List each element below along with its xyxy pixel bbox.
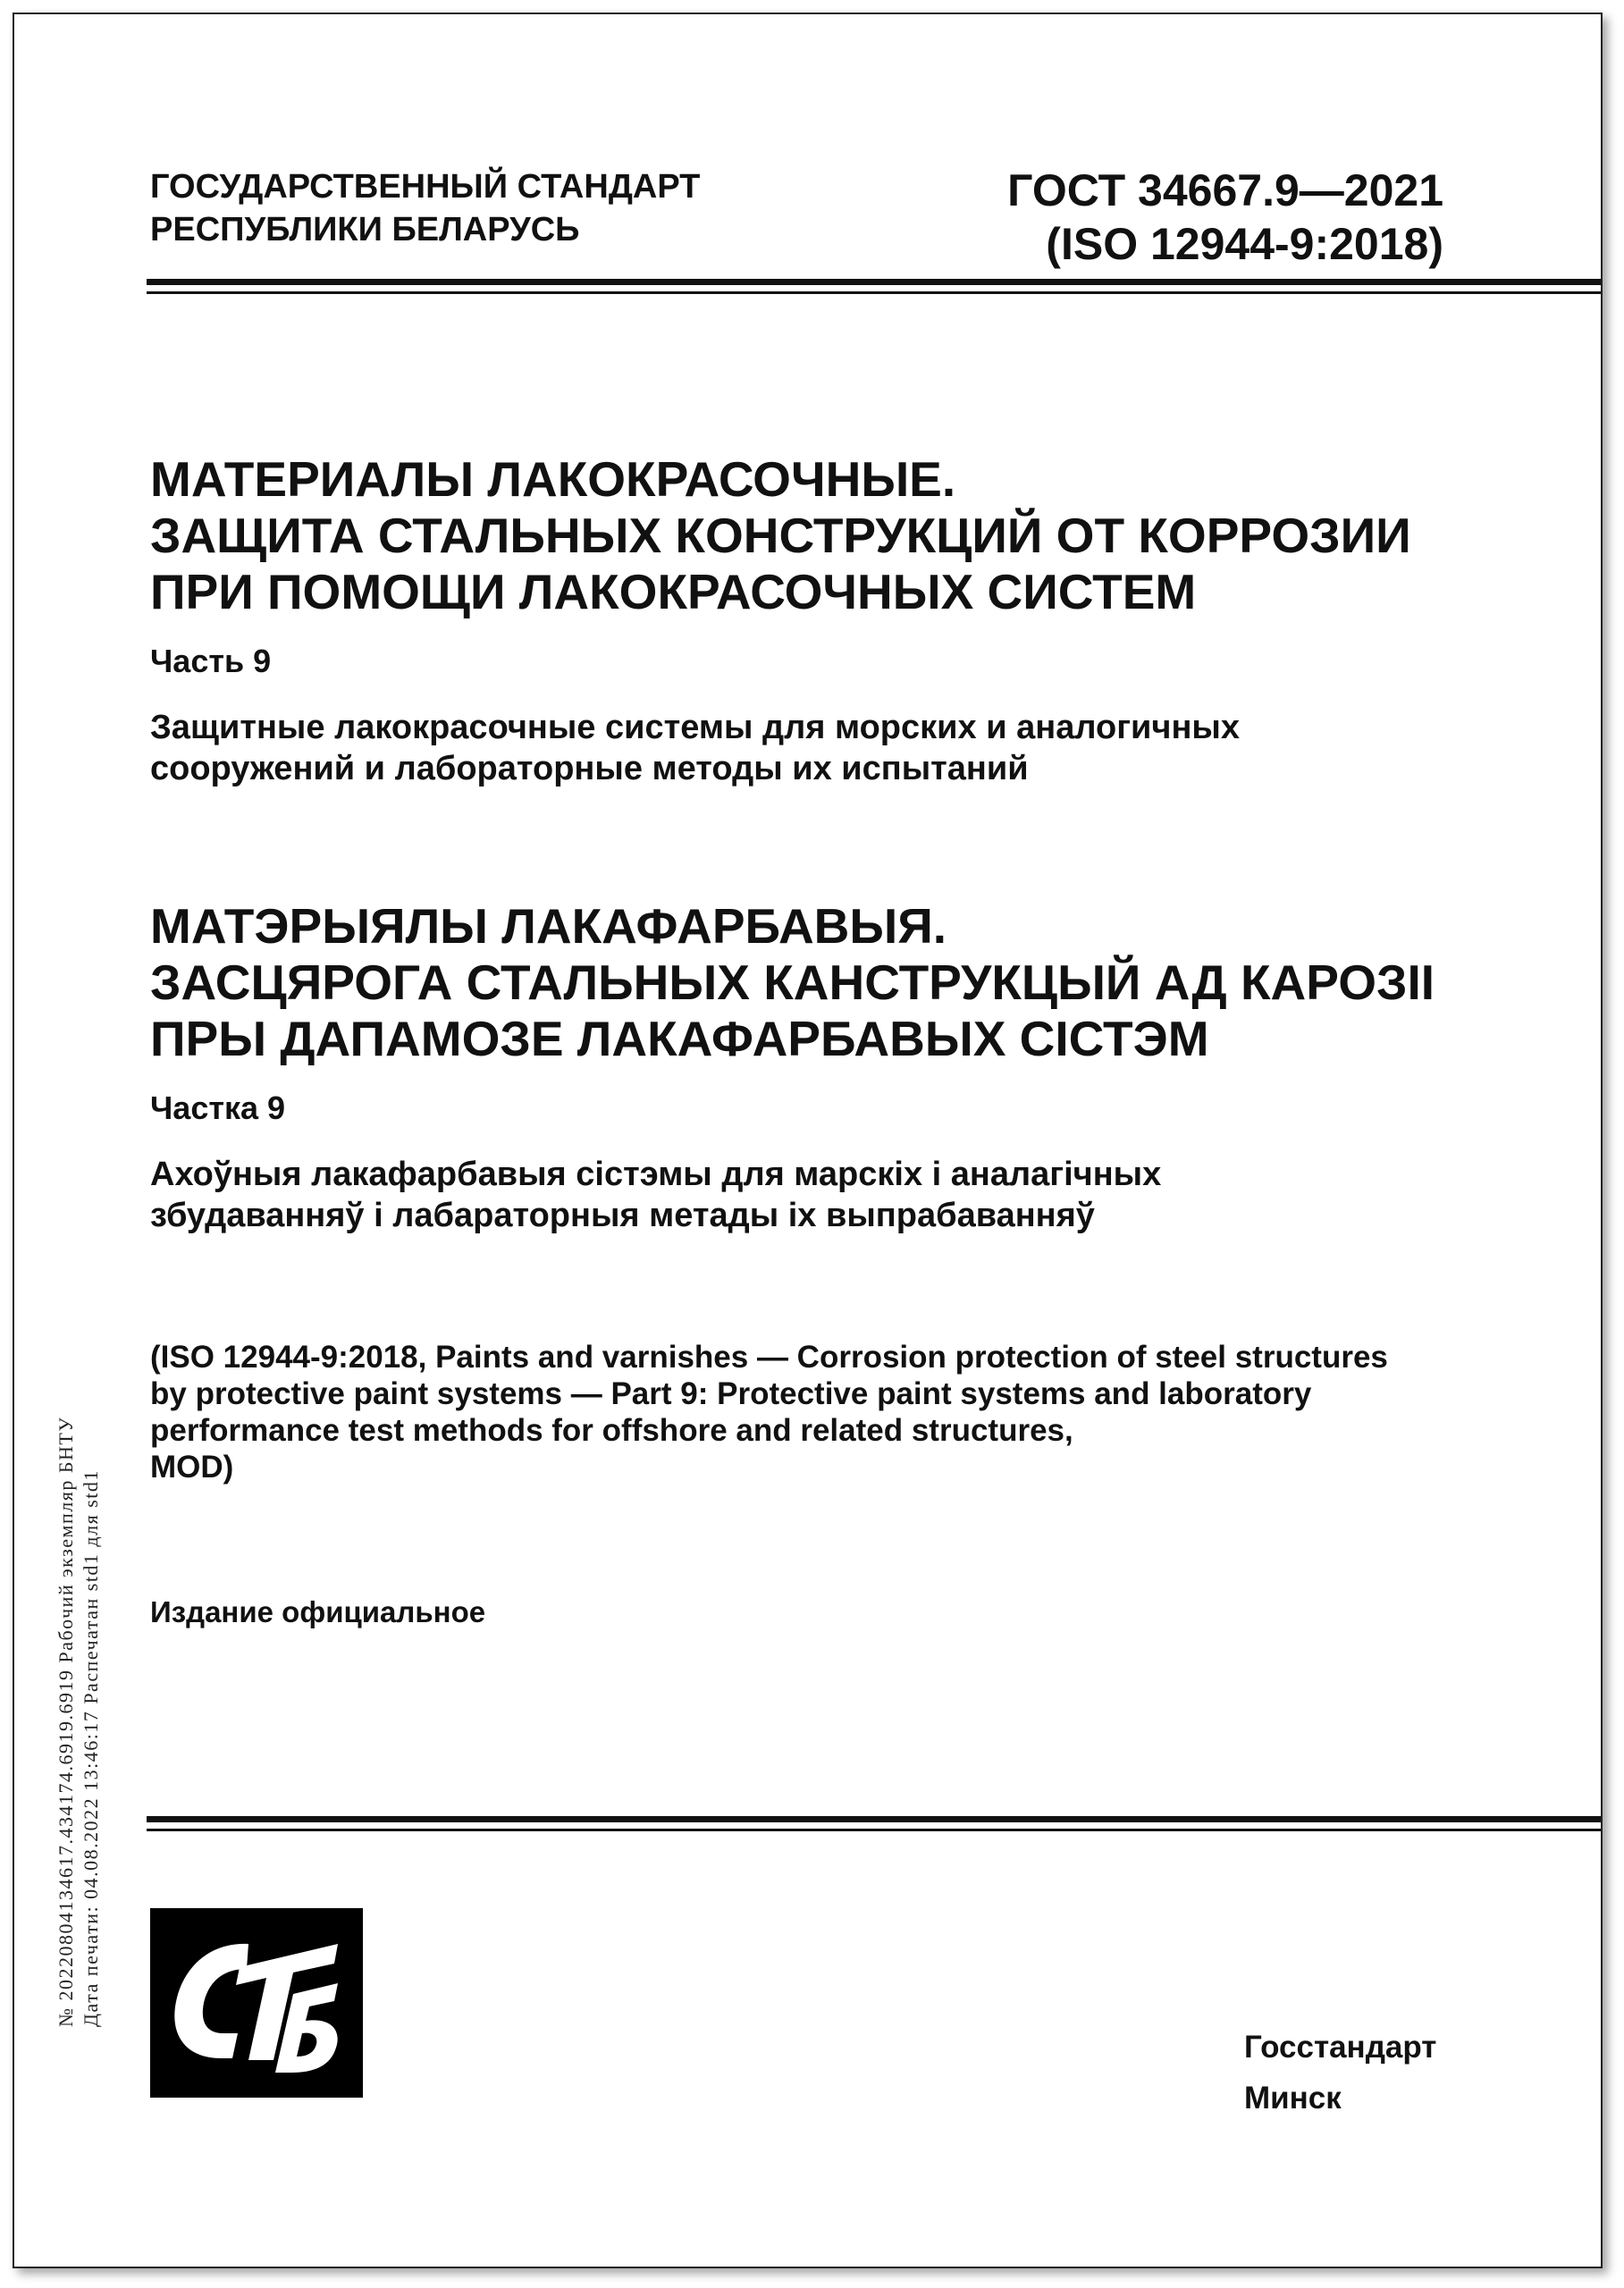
intl-line-3: performance test methods for offshore and related structures,: [150, 1413, 1073, 1448]
title-be-part: Частка 9: [150, 1089, 286, 1126]
title-ru-part: Часть 9: [150, 643, 272, 679]
authority-line-2: РЕСПУБЛИКИ БЕЛАРУСЬ: [150, 211, 580, 248]
title-ru-subtitle-2: сооружений и лабораторные методы их испытаний: [150, 750, 1029, 787]
stamp-line-2: Дата печати: 04.08.2022 13:46:17 Распечатан std1 для std1: [80, 1469, 102, 2027]
bottom-rule-thin: [147, 1829, 1601, 1831]
title-be-line-1: МАТЭРЫЯЛЫ ЛАКАФАРБАВЫЯ.: [150, 898, 947, 954]
title-be-line-2: ЗАСЦЯРОГА СТАЛЬНЫХ КАНСТРУКЦЫЙ АД КАРОЗІІ: [150, 955, 1435, 1010]
issuing-authority: [150, 165, 700, 251]
standard-designation: [930, 164, 1443, 271]
stb-logo-icon: [150, 1908, 363, 2098]
title-be-subtitle-1: Ахоўныя лакафарбавыя сістэмы для марскіх і аналагічных: [150, 1156, 1162, 1193]
top-rule-thick: [147, 279, 1601, 285]
publisher-city: Минск: [1244, 2081, 1342, 2116]
title-ru-line-2: ЗАЩИТА СТАЛЬНЫХ КОНСТРУКЦИЙ ОТ КОРРОЗИИ: [150, 508, 1411, 563]
title-belarusian: [150, 898, 1435, 1236]
margin-print-stamp: [54, 1178, 104, 2027]
top-rule-thin: [147, 291, 1601, 294]
title-be-subtitle-2: збудаванняў і лабараторныя метады іх выпрабаванняў: [150, 1197, 1095, 1234]
international-reference: [150, 1339, 1446, 1485]
title-ru-subtitle-1: Защитные лакокрасочные системы для морских и аналогичных: [150, 709, 1240, 746]
intl-line-2: by protective paint systems — Part 9: Protective paint systems and laboratory: [150, 1376, 1312, 1411]
intl-line-1: (ISO 12944-9:2018, Paints and varnishes — Corrosion protection of steel structures: [150, 1340, 1388, 1375]
title-be-line-3: ПРЫ ДАПАМОЗЕ ЛАКАФАРБАВЫХ СІСТЭМ: [150, 1011, 1209, 1066]
publisher-block: [1244, 2022, 1436, 2124]
title-russian: [150, 451, 1411, 789]
title-ru-line-1: МАТЕРИАЛЫ ЛАКОКРАСОЧНЫЕ.: [150, 451, 956, 507]
edition-label: Издание официальное: [150, 1595, 486, 1628]
intl-line-4: MOD): [150, 1450, 234, 1485]
stamp-line-1: № 20220804134617.434174.6919.6919 Рабочий экземпляр БНТУ: [55, 1416, 77, 2027]
iso-reference: (ISO 12944-9:2018): [1046, 219, 1443, 269]
standard-number: ГОСТ 34667.9—2021: [1007, 165, 1443, 215]
title-ru-line-3: ПРИ ПОМОЩИ ЛАКОКРАСОЧНЫХ СИСТЕМ: [150, 564, 1197, 619]
authority-line-1: ГОСУДАРСТВЕННЫЙ СТАНДАРТ: [150, 168, 701, 206]
bottom-rule-thick: [147, 1816, 1601, 1822]
publisher-name: Госстандарт: [1244, 2030, 1437, 2065]
